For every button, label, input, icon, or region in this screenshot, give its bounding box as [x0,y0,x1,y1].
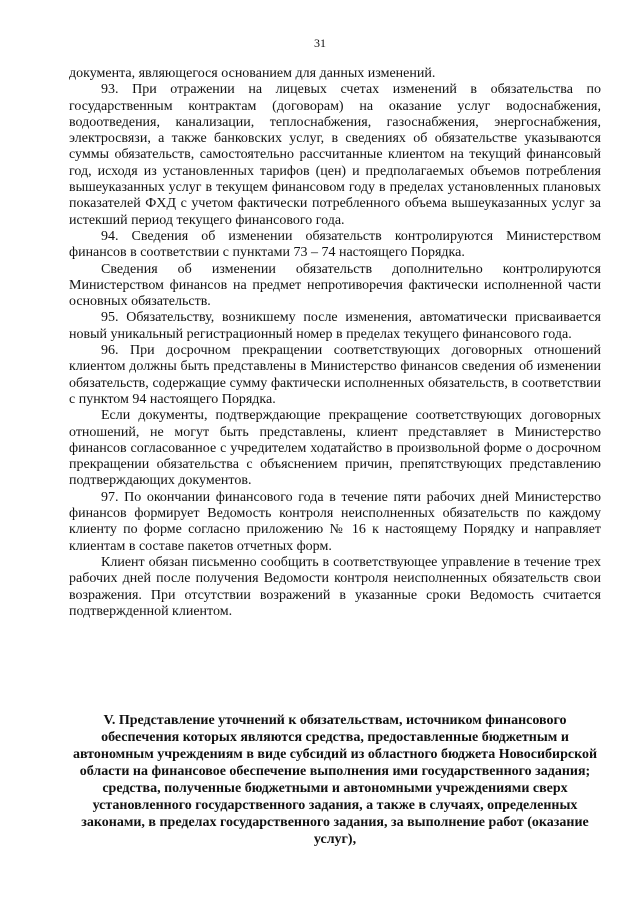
paragraph-continuation: документа, являющегося основанием для данных изменений. [69,66,436,81]
section-heading: V. Представление уточнений к обязательствам, источником финансового обеспечения которых являются средства, предоставленные бюджетным и автономным учреждениям в виде субсидий из областного бюджета Новосибирской области на финансовое обеспечение выполнения ими государственного задания; средства, полученные бюджетными и автономными учреждениями сверх установленного государственного задания, а также в случаях, определенных законами, в пределах государственного задания, за выполнение работ (оказание услуг), [72,713,598,847]
page-number: 31 [314,36,326,50]
paragraph-97: 97. По окончании финансового года в течение пяти рабочих дней Министерство финансов формирует Ведомость контроля неисполненных обязательств по каждому клиенту по форме согласно приложению № 16 к настоящему Порядку и направляет клиентам в составе пакетов отчетных форм. [69,489,601,554]
paragraph-95: 95. Обязательству, возникшему после изменения, автоматически присваивается новый уникальный регистрационный номер в пределах текущего финансового года. [69,310,601,342]
paragraph-94-control: Сведения об изменении обязательств дополнительно контролируются Министерством финансов на предмет непротиворечия фактически исполненной части основных обязательств. [69,261,601,310]
paragraph-93: 93. При отражении на лицевых счетах изменений в обязательства по государственным контрактам (договорам) на оказание услуг водоснабжения, водоотведения, канализации, теплоснабжения, газоснабжения, энергоснабжения, электросвязи, а также банковских услуг, в сведениях об обязательстве указываются суммы обязательств, самостоятельно рассчитанные клиентом на текущий финансовый год, исходя из установленных тарифов (цен) и предполагаемых объемов потребления вышеуказанных услуг в текущем финансовом году в пределах установленных плановых показателей ФХД с учетом фактически потребленного объема вышеуказанных услуг за истекший период текущего финансового года. [69,82,601,228]
paragraph-96-documents: Если документы, подтверждающие прекращение соответствующих договорных отношений, не могут быть представлены, клиент представляет в Министерство финансов согласованное с учредителем ходатайство в произвольной форме о досрочном прекращении обязательства с объяснением причин, препятствующих представлению подтверждающих документов. [69,408,601,489]
paragraph-97-client: Клиент обязан письменно сообщить в соответствующее управление в течение трех рабочих дней после получения Ведомости контроля неисполненных обязательств свои возражения. При отсутствии возражений в указанные сроки Ведомость считается подтвержденной клиентом. [69,554,601,619]
paragraph-96: 96. При досрочном прекращении соответствующих договорных отношений клиентом должны быть представлены в Министерство финансов сведения об изменении обязательств, содержащие сумму фактически исполненных обязательств, в соответствии с пунктом 94 настоящего Порядка. [69,343,601,407]
paragraph-94: 94. Сведения об изменении обязательств контролируются Министерством финансов в соответствии с пунктами 73 – 74 настоящего Порядка. [69,228,601,261]
document-body [69,66,601,620]
